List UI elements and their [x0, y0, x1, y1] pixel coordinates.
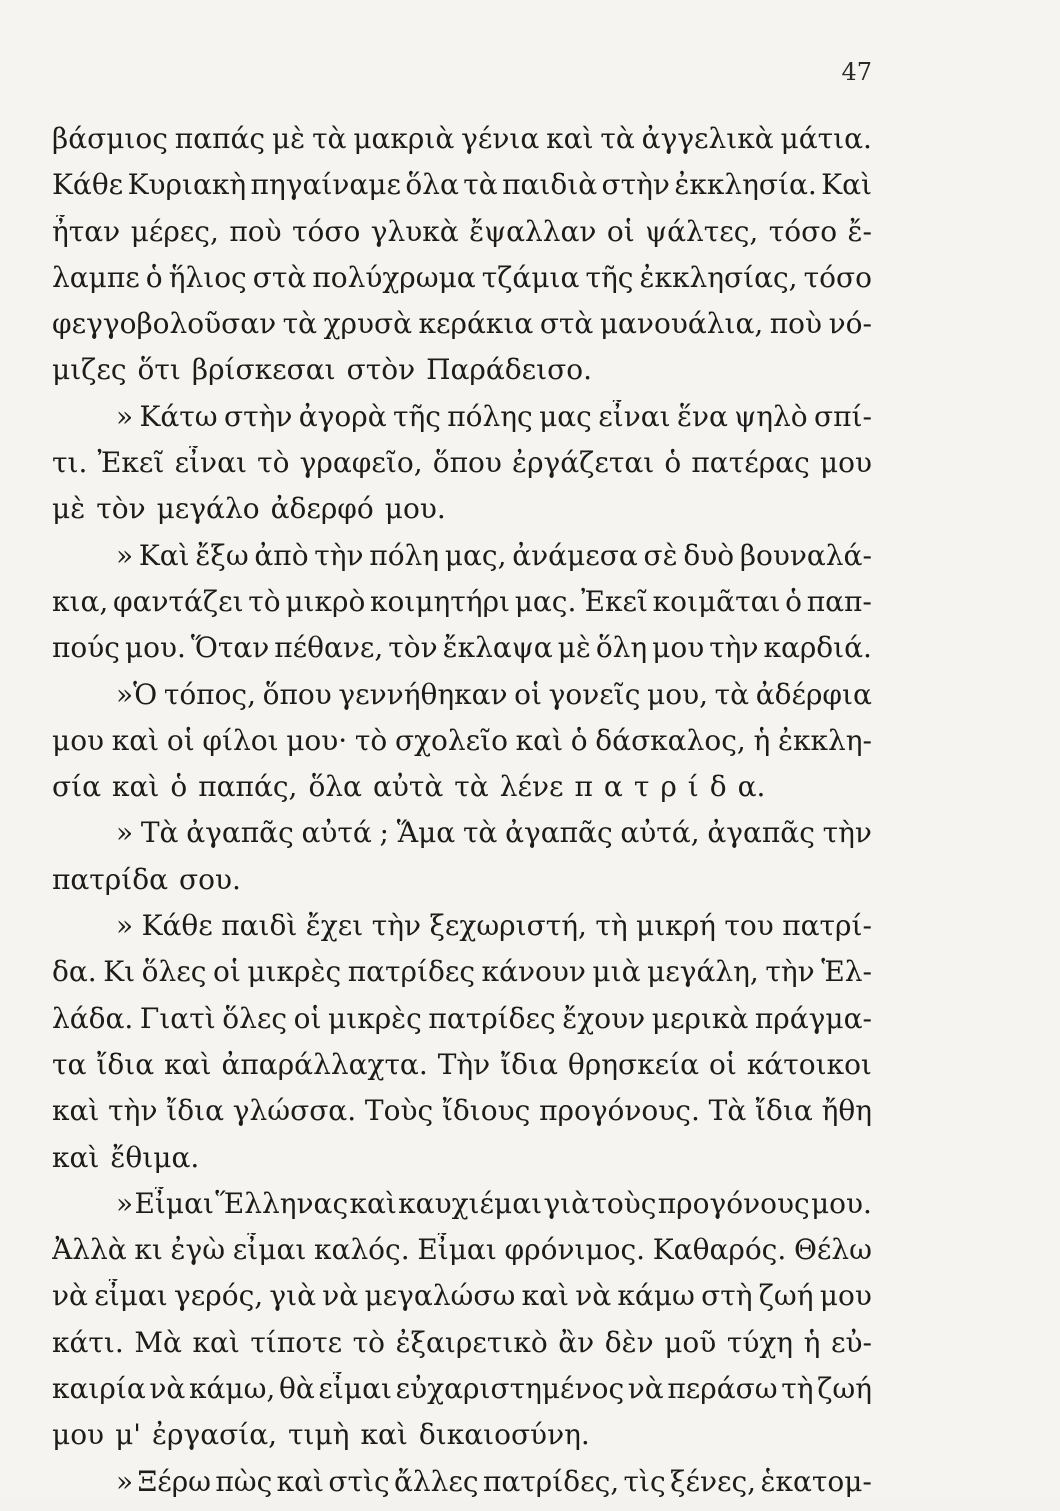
text-line: βάσμιος παπάς μὲ τὰ μακριὰ γένια καὶ τὰ ἀγγελικὰ μάτια.: [52, 122, 872, 155]
text-line: κια, φαντάζει τὸ μικρὸ κοιμητήρι μας. Ἐκεῖ κοιμᾶται ὁ παπ-: [52, 584, 872, 618]
text-line: σία καὶ ὁ παπάς, ὅλα αὐτὰ τὰ λένε π α τ ρ ί δ α.: [52, 770, 766, 804]
text-line: πατρίδα σου.: [52, 862, 241, 896]
text-line: φεγγοβολοῦσαν τὰ χρυσὰ κεράκια στὰ μανουάλια, ποὺ νό-: [52, 307, 872, 341]
text-line: λάδα. Γιατὶ ὅλες οἱ μικρὲς πατρίδες ἔχουν μερικὰ πράγμα-: [52, 1001, 872, 1035]
text-line: » Καὶ ἔξω ἀπὸ τὴν πόλη μας, ἀνάμεσα σὲ δυὸ βουναλά-: [116, 538, 872, 572]
text-line: » Τὰ ἀγαπᾶς αὐτά ; Ἅμα τὰ ἀγαπᾶς αὐτά, ἀγαπᾶς τὴν: [116, 816, 872, 850]
text-line: Ἀλλὰ κι ἐγὼ εἶμαι καλός. Εἶμαι φρόνιμος. Καθαρός. Θέλω: [52, 1233, 872, 1267]
text-line: τι. Ἐκεῖ εἶναι τὸ γραφεῖο, ὅπου ἐργάζεται ὁ πατέρας μου: [52, 446, 872, 480]
text-line: μιζες ὅτι βρίσκεσαι στὸν Παράδεισο.: [52, 353, 593, 387]
text-line: κάτι. Μὰ καὶ τίποτε τὸ ἐξαιρετικὸ ἂν δὲν μοῦ τύχη ἡ εὐ-: [52, 1325, 872, 1359]
text-line: δα. Κι ὅλες οἱ μικρὲς πατρίδες κάνουν μιὰ μεγάλη, τὴν Ἑλ-: [52, 955, 872, 989]
text-line: καὶ ἔθιμα.: [52, 1140, 200, 1174]
text-line: τα ἴδια καὶ ἀπαράλλαχτα. Τὴν ἴδια θρησκεία οἱ κάτοικοι: [52, 1047, 872, 1081]
text-line: καὶ τὴν ἴδια γλώσσα. Τοὺς ἴδιους προγόνους. Τὰ ἴδια ἤθη: [52, 1094, 872, 1128]
text-line: λαμπε ὁ ἥλιος στὰ πολύχρωμα τζάμια τῆς ἐκκλησίας, τόσο: [52, 260, 872, 294]
text-line: μου καὶ οἱ φίλοι μου· τὸ σχολεῖο καὶ ὁ δάσκαλος, ἡ ἐκκλη-: [52, 723, 872, 757]
body-text: [52, 122, 872, 1511]
text-line: » Κάτω στὴν ἀγορὰ τῆς πόλης μας εἶναι ἕνα ψηλὸ σπί-: [116, 399, 872, 433]
text-line: Κάθε Κυριακὴ πηγαίναμε ὅλα τὰ παιδιὰ στὴν ἐκκλησία. Καὶ: [52, 168, 872, 202]
text-line: ἦταν μέρες, ποὺ τόσο γλυκὰ ἔψαλλαν οἱ ψάλτες, τόσο ἔ-: [52, 214, 872, 248]
text-line: πούς μου. Ὅταν πέθανε, τὸν ἔκλαψα μὲ ὅλη μου τὴν καρδιά.: [52, 631, 872, 665]
text-line: μου μ' ἐργασία, τιμὴ καὶ δικαιοσύνη.: [52, 1418, 590, 1452]
page-number: 47: [841, 58, 872, 86]
text-line: »Ὁ τόπος, ὅπου γεννήθηκαν οἱ γονεῖς μου, τὰ ἀδέρφια: [116, 677, 872, 711]
text-line: » Εἶμαι Ἕλληνας καὶ καυχιέμαι γιὰ τοὺς προγόνους μου.: [116, 1186, 872, 1220]
text-line: μὲ τὸν μεγάλο ἀδερφό μου.: [52, 492, 446, 526]
text-line: καιρία νὰ κάμω, θὰ εἶμαι εὐχαριστημένος νὰ περάσω τὴ ζωή: [52, 1372, 872, 1406]
text-line: νὰ εἶμαι γερός, γιὰ νὰ μεγαλώσω καὶ νὰ κάμω στὴ ζωή μου: [52, 1279, 872, 1313]
text-line: » Ξέρω πὼς καὶ στὶς ἄλλες πατρίδες, τὶς ξένες, ἑκατομ-: [116, 1464, 872, 1498]
text-line: » Κάθε παιδὶ ἔχει τὴν ξεχωριστή, τὴ μικρή του πατρί-: [116, 909, 872, 943]
